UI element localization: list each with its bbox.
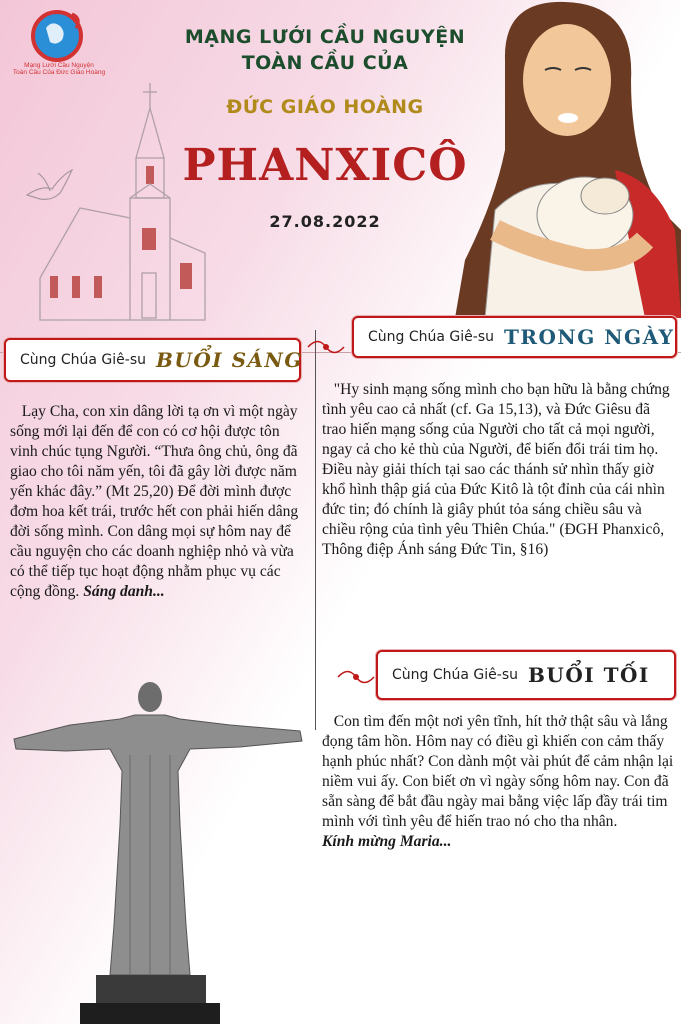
morning-section-header: [4, 338, 301, 382]
logo-caption: [4, 62, 114, 76]
evening-prefix: Cùng Chúa Giê-su: [392, 667, 518, 683]
morning-body: Lạy Cha, con xin dâng lời tạ ơn vì một ngày sống mới lại đến để con có cơ hội được tôn vinh chúc tụng Người. “Thưa ông chủ, ông đã giao cho tôi năm yến, tôi đã gây lời được năm yến khác đây.” (Mt 25,20) Để đời mình được đơm hoa kết trái, trước hết con phải hiến dâng đời sống mình. Con dâng mọi sự hôm nay để cầu nguyện cho các doanh nghiệp nhỏ và vừa có thể tiếp tục hoạt động nhằm phục vụ các cộng đồng.: [10, 403, 299, 600]
title-line2: TOÀN CẦU CỦA: [241, 52, 409, 74]
evening-text: [322, 712, 677, 852]
pope-name: PHANXICÔ: [182, 140, 468, 191]
evening-title: BUỔI TỐI: [527, 663, 650, 687]
christ-redeemer-statue: [10, 675, 310, 1024]
morning-text: [10, 402, 310, 602]
day-body: "Hy sinh mạng sống mình cho bạn hữu là bằng chứng tình yêu cao cả nhất (cf. Ga 15,13), và Đức Giêsu đã trao hiến mạng sống của Người cho tất cả mọi người, ngay cả cho kẻ thù của Người, để biến đổi trái tim họ. Điều này giải thích tại sao các thánh sử nhìn thấy giờ khổ hình thập giá của Đức Kitô là tột đỉnh của cái nhìn đức tin; đó chính là giây phút tỏa sáng chiều sâu và chiều rộng của tình yêu Thiên Chúa." (ĐGH Phanxicô, Thông điệp Ánh sáng Đức Tin, §16): [322, 381, 670, 558]
morning-title: BUỔI SÁNG: [155, 348, 303, 372]
logo-caption-line2: Toàn Cầu Của Đức Giáo Hoàng: [12, 69, 106, 76]
day-title: TRONG NGÀY: [503, 325, 675, 349]
flourish-ornament: [336, 664, 376, 690]
day-text: [322, 380, 677, 560]
date-label: 27.08.2022: [269, 212, 381, 231]
day-section-header: [352, 316, 677, 358]
day-prefix: Cùng Chúa Giê-su: [368, 329, 494, 345]
flourish-ornament: [306, 334, 346, 360]
logo-caption-line1: Mạng Lưới Cầu Nguyện: [24, 62, 94, 69]
title-line1: MẠNG LƯỚI CẦU NGUYỆN: [184, 26, 466, 48]
evening-body: Con tìm đến một nơi yên tĩnh, hít thở thật sâu và lắng đọng tâm hồn. Hôm nay có điều gì khiến con cảm thấy hạnh phúc nhất? Con dành một vài phút để cảm nhận lại niềm vui ấy. Con biết ơn vì ngày sống hôm nay. Con đã sẵn sàng để bắt đầu ngày mai bằng việc lấp đầy trái tim mình với tình yêu để hiến trao nó cho tha nhân.: [322, 713, 674, 830]
dove-illustration: [22, 165, 77, 210]
evening-section-header: [376, 650, 676, 700]
jesus-lamb-illustration: [455, 0, 681, 318]
morning-prefix: Cùng Chúa Giê-su: [20, 352, 146, 368]
evening-closing: Kính mừng Maria...: [322, 833, 452, 850]
morning-closing: Sáng danh...: [83, 583, 165, 600]
vertical-divider: [315, 330, 316, 730]
pope-label: ĐỨC GIÁO HOÀNG: [226, 96, 424, 118]
network-title: [150, 24, 500, 76]
